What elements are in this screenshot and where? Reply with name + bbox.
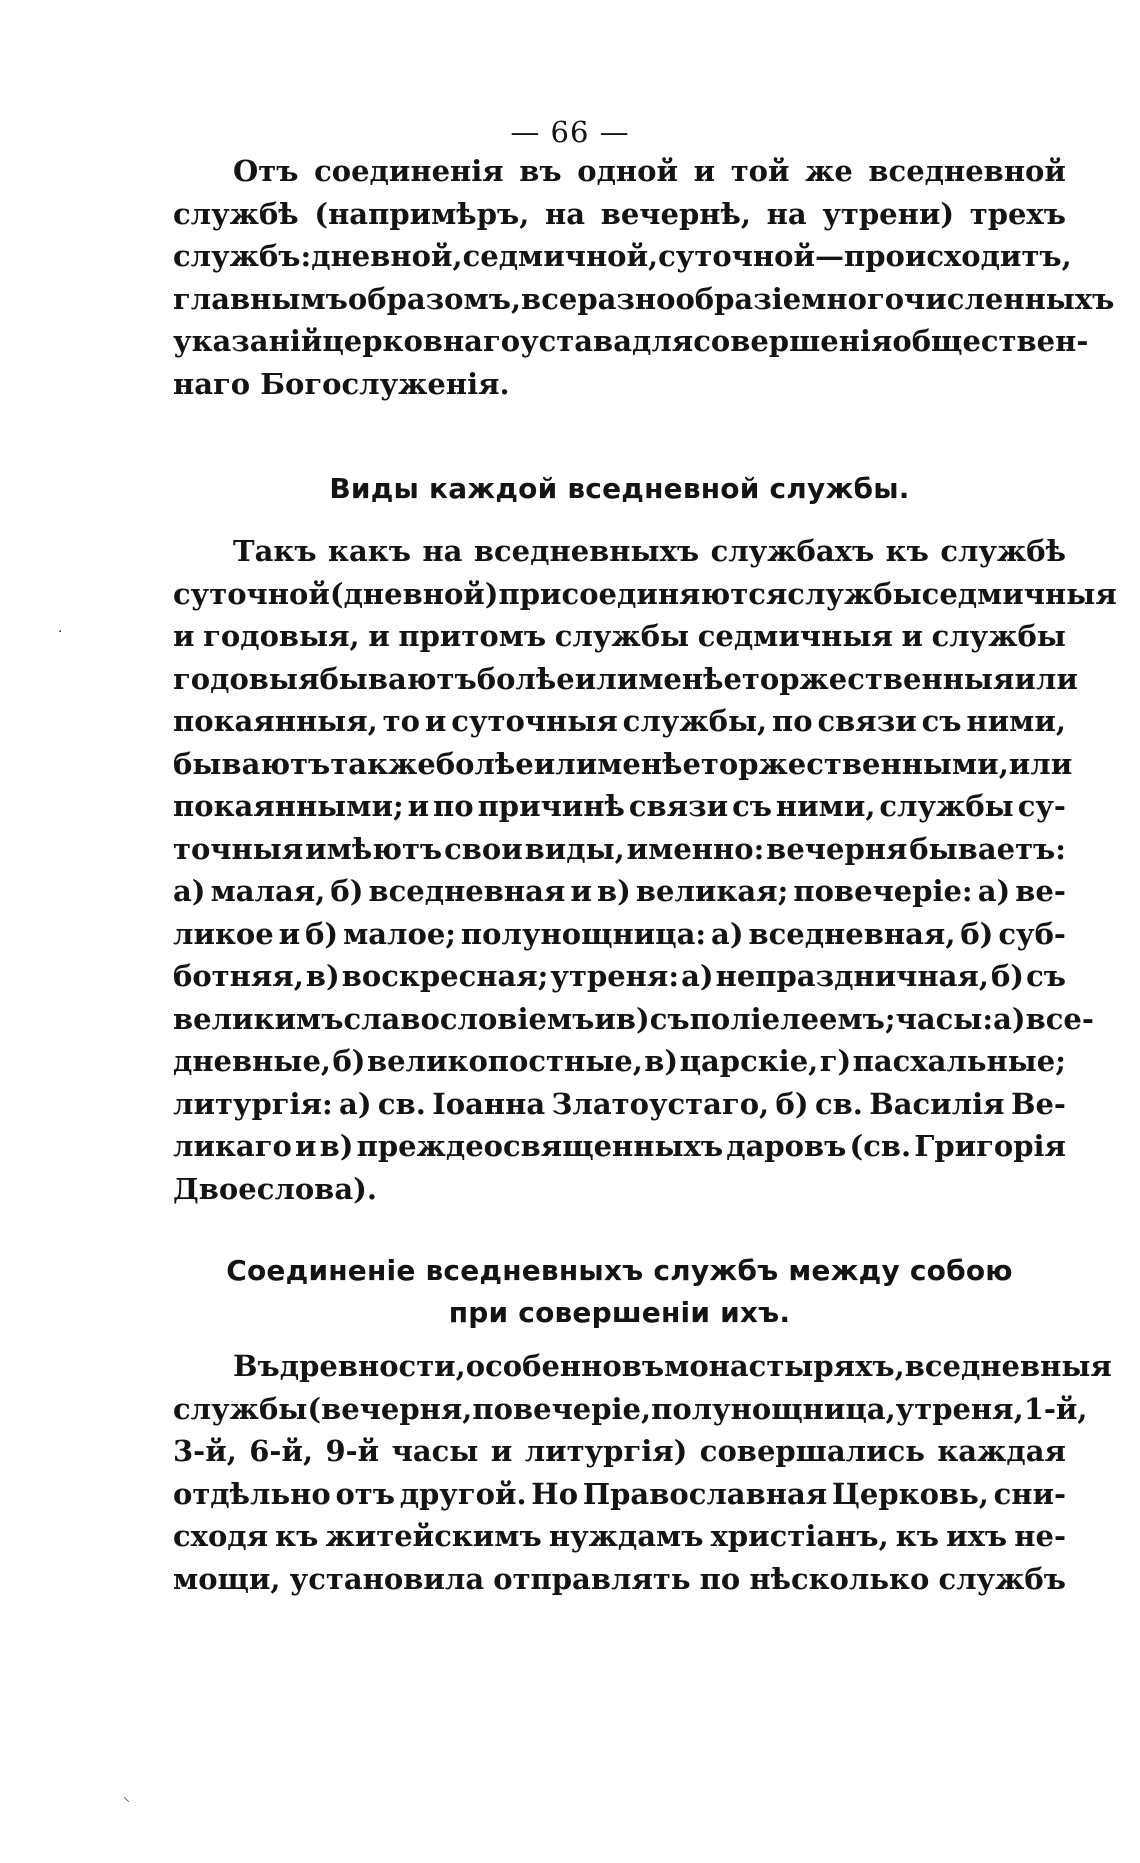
word: малое; — [343, 916, 456, 951]
word: воскресная; — [341, 959, 549, 993]
text-line — [173, 278, 1115, 321]
word: свои — [444, 831, 523, 866]
word: происходитъ, — [843, 239, 1072, 273]
word: обществен- — [892, 324, 1089, 358]
word: седмичной, — [462, 239, 659, 273]
section-heading-line: при совершеніи ихъ. — [448, 1296, 791, 1329]
word: суб- — [998, 916, 1066, 951]
word: славословіемъ — [343, 1001, 595, 1036]
word: преждеосвященныхъ — [356, 1129, 724, 1163]
word: б) — [990, 959, 1025, 993]
word: службы — [173, 1391, 308, 1426]
text-line — [173, 700, 1066, 743]
word: и — [490, 1434, 513, 1468]
word: не- — [1014, 1519, 1066, 1553]
word: на — [766, 196, 807, 231]
text-line — [173, 870, 1066, 913]
word: Ве- — [1010, 1086, 1066, 1121]
word: на — [422, 534, 463, 568]
word: по — [699, 1561, 741, 1596]
word: Такъ — [233, 534, 317, 568]
word: службѣ — [173, 196, 299, 231]
word: б) — [960, 916, 994, 951]
word: связи — [628, 789, 729, 823]
text-line — [173, 530, 1066, 573]
word: трехъ — [969, 196, 1066, 231]
word: Церковь, — [831, 1476, 989, 1511]
word: ликаго — [173, 1129, 292, 1163]
word: св. — [814, 1086, 863, 1121]
word: 1-й, — [1023, 1391, 1088, 1426]
word: Григорія — [914, 1129, 1066, 1163]
word: Василія — [869, 1086, 1005, 1121]
text-line — [173, 1430, 1066, 1473]
text-line — [173, 235, 1072, 278]
word: Но — [531, 1476, 579, 1511]
text-line — [173, 785, 1066, 828]
word: вечерня — [766, 831, 908, 866]
word: связи — [817, 704, 917, 738]
word: главнымъ — [173, 281, 348, 316]
word: в) — [615, 1001, 650, 1036]
word: (дневной) — [329, 576, 499, 611]
word: и — [294, 1129, 317, 1163]
word: ними, — [966, 704, 1066, 738]
text-line — [173, 615, 1066, 658]
word: бываютъ — [173, 746, 331, 781]
word: (вечерня, — [307, 1391, 473, 1426]
word: суточныя — [451, 704, 618, 738]
word: г) — [819, 1044, 852, 1078]
word: службъ: — [173, 239, 312, 273]
word: другой. — [399, 1476, 527, 1511]
word: седмичныя — [697, 619, 893, 653]
word: христіанъ, — [710, 1519, 889, 1553]
word: ихъ — [946, 1519, 1008, 1553]
word: в) — [644, 1044, 679, 1078]
word: бываетъ: — [909, 831, 1066, 866]
paragraph-3 — [173, 1345, 1112, 1600]
word: разнообразіе — [577, 281, 802, 316]
section-heading-1 — [173, 468, 1066, 510]
word: въ — [621, 1349, 665, 1383]
word: на — [544, 196, 586, 231]
word: вседневныя — [904, 1349, 1112, 1383]
word: малая, — [210, 874, 326, 908]
word: ликое — [173, 916, 274, 951]
word: къ — [885, 534, 929, 568]
word: къ — [895, 1519, 939, 1553]
word: житейскимъ — [325, 1519, 542, 1553]
word: вечернѣ, — [600, 196, 751, 231]
word: торжественными, — [700, 746, 1009, 781]
paragraph-1 — [173, 150, 1115, 405]
word: службы, — [622, 704, 768, 738]
word: вседневныхъ — [473, 534, 700, 568]
word: службѣ — [940, 534, 1066, 568]
word: Отъ — [233, 154, 299, 188]
word: или — [574, 661, 639, 696]
word: повечеріе, — [472, 1391, 652, 1426]
text-line — [173, 573, 1117, 616]
word: а) — [681, 959, 714, 993]
word: присоединяются — [498, 576, 788, 611]
word: съ — [921, 704, 962, 738]
word: менѣе — [597, 746, 701, 781]
word: по — [772, 704, 813, 738]
text-line — [173, 828, 1066, 871]
word: каждая — [937, 1434, 1066, 1468]
word: б) — [305, 916, 339, 951]
word: и — [368, 619, 390, 653]
word: б) — [332, 1044, 366, 1078]
text-line — [173, 320, 1089, 363]
word: полунощница, — [651, 1391, 896, 1426]
word: — — [814, 239, 844, 273]
word: службы — [879, 789, 1014, 823]
word: болѣе — [435, 746, 534, 781]
word: утреня, — [895, 1391, 1024, 1426]
word: суточной — [658, 239, 815, 273]
word: вседневная, — [748, 916, 956, 951]
word: болѣе — [476, 661, 575, 696]
word: и — [173, 619, 195, 653]
word: сходя — [173, 1519, 269, 1553]
word: и — [278, 916, 301, 951]
word: или — [533, 746, 598, 781]
word: вседневная — [368, 874, 566, 908]
word: мощи, — [173, 1561, 281, 1596]
text-line — [173, 1473, 1066, 1516]
word: или — [1014, 661, 1078, 696]
word: особенно — [465, 1349, 622, 1383]
word: и — [407, 789, 430, 823]
word: в) — [319, 1129, 354, 1163]
text-line: Двоеслова). — [173, 1171, 377, 1206]
word: указаній — [173, 324, 323, 358]
word: а) — [977, 874, 1011, 908]
word: въ — [519, 154, 562, 188]
word: службы — [931, 619, 1066, 653]
word: церковнаго — [322, 324, 521, 358]
word: (св. — [849, 1129, 912, 1163]
text-line — [173, 1515, 1066, 1558]
word: великая; — [635, 874, 789, 908]
word: устава — [520, 324, 632, 358]
word: царскіе, — [679, 1044, 819, 1078]
word: все- — [1025, 1001, 1094, 1036]
word: все — [521, 281, 578, 316]
word: одной — [577, 154, 679, 188]
word: съ — [732, 789, 772, 823]
word: службахъ — [710, 534, 875, 568]
word: ботняя, — [173, 959, 304, 993]
text-line — [173, 1388, 1088, 1431]
word: ними, — [775, 789, 876, 823]
word: седмичныя — [921, 576, 1117, 611]
word: древности, — [279, 1349, 466, 1383]
word: великимъ — [173, 1001, 344, 1036]
section-heading-line: Соединеніе вседневныхъ службъ между собою — [226, 1254, 1013, 1287]
word: съ — [1026, 959, 1066, 993]
word: именно: — [626, 831, 765, 866]
word: 6-й, — [249, 1434, 314, 1468]
text-line — [173, 1083, 1066, 1126]
word: б) — [775, 1086, 809, 1121]
word: установила — [289, 1561, 485, 1596]
word: Въ — [233, 1349, 280, 1383]
word: Златоустаго, — [551, 1086, 770, 1121]
text-line — [173, 955, 1066, 998]
word: часы — [391, 1434, 479, 1468]
word: менѣе — [638, 661, 742, 696]
section-heading: Виды каждой вседневной службы. — [329, 472, 910, 505]
word: б) — [330, 874, 364, 908]
word: совершались — [699, 1434, 925, 1468]
word: су- — [1017, 789, 1066, 823]
text-line — [173, 1125, 1066, 1168]
word: нуждамъ — [548, 1519, 704, 1553]
page-number: — 66 — — [510, 115, 630, 149]
word: причинѣ — [477, 789, 625, 823]
word: и — [570, 874, 592, 908]
word: 3-й, — [173, 1434, 237, 1468]
text-line — [173, 658, 1078, 701]
word: поліелеемъ; — [689, 1001, 896, 1036]
text-line — [173, 193, 1066, 236]
paragraph-2 — [173, 530, 1117, 1210]
word: в) — [596, 874, 631, 908]
word: многочисленныхъ — [801, 281, 1115, 316]
word: монастыряхъ, — [664, 1349, 905, 1383]
word: и — [693, 154, 716, 188]
word: полунощница: — [460, 916, 707, 951]
word: великопостные, — [366, 1044, 643, 1078]
word: отправлять — [493, 1561, 691, 1596]
word: литургія: — [173, 1086, 333, 1121]
word: годовыя — [173, 661, 320, 696]
word: виды, — [524, 831, 625, 866]
text-line — [173, 150, 1066, 193]
word: отъ — [335, 1476, 395, 1511]
word: по — [433, 789, 474, 823]
word: в) — [305, 959, 340, 993]
text-line — [173, 1558, 1066, 1601]
text-line — [173, 1040, 1066, 1083]
word: совершенія — [693, 324, 893, 358]
word: вседневной — [868, 154, 1066, 188]
word: и — [424, 704, 447, 738]
word: торжественныя — [741, 661, 1015, 696]
print-speck: · — [58, 624, 63, 640]
word: притомъ — [398, 619, 547, 653]
text-line — [173, 1345, 1112, 1388]
word: покаянныя, — [173, 704, 378, 738]
word: имѣютъ — [305, 831, 443, 866]
word: и — [594, 1001, 616, 1036]
word: 9-й — [325, 1434, 380, 1468]
word: дневной, — [311, 239, 463, 273]
word: утрени) — [822, 196, 955, 231]
word: службы — [787, 576, 922, 611]
word: какъ — [328, 534, 411, 568]
word: годовыя, — [203, 619, 360, 653]
word: а) — [339, 1086, 372, 1121]
word: пасхальные; — [852, 1044, 1066, 1078]
word: непраздничная, — [715, 959, 989, 993]
word: сни- — [993, 1476, 1066, 1511]
word: даровъ — [726, 1129, 847, 1163]
text-line — [173, 913, 1066, 956]
word: Іоанна — [432, 1086, 546, 1121]
word: покаянными; — [173, 789, 404, 823]
word: службъ — [938, 1561, 1066, 1596]
text-line — [173, 998, 1094, 1041]
word: образомъ, — [347, 281, 522, 316]
print-speck: ⸜ — [123, 1789, 130, 1805]
word: св. — [377, 1086, 426, 1121]
word: то — [382, 704, 420, 738]
word: дневные, — [173, 1044, 331, 1078]
word: (напримѣръ, — [314, 196, 530, 231]
word: той — [730, 154, 790, 188]
word: службы — [554, 619, 690, 653]
word: точныя — [173, 831, 304, 866]
text-line — [173, 743, 1073, 786]
word: же — [805, 154, 853, 188]
word: или — [1008, 746, 1073, 781]
word: и — [901, 619, 923, 653]
word: Православная — [582, 1476, 828, 1511]
word: литургія) — [524, 1434, 688, 1468]
word: къ — [275, 1519, 319, 1553]
word: для — [632, 324, 694, 358]
word: а) — [711, 916, 744, 951]
word: бываютъ — [319, 661, 477, 696]
word: а) — [993, 1001, 1026, 1036]
word: соединенія — [314, 154, 504, 188]
word: отдѣльно — [173, 1476, 331, 1511]
text-line: наго Богослуженія. — [173, 366, 510, 401]
word: также — [330, 746, 436, 781]
word: часы: — [895, 1001, 994, 1036]
word: суточной — [173, 576, 330, 611]
word: нѣсколько — [749, 1561, 930, 1596]
word: утреня: — [550, 959, 680, 993]
section-heading-2 — [173, 1250, 1066, 1334]
word: съ — [649, 1001, 690, 1036]
word: повечеріе: — [793, 874, 973, 908]
word: а) — [173, 874, 206, 908]
word: ве- — [1015, 874, 1066, 908]
